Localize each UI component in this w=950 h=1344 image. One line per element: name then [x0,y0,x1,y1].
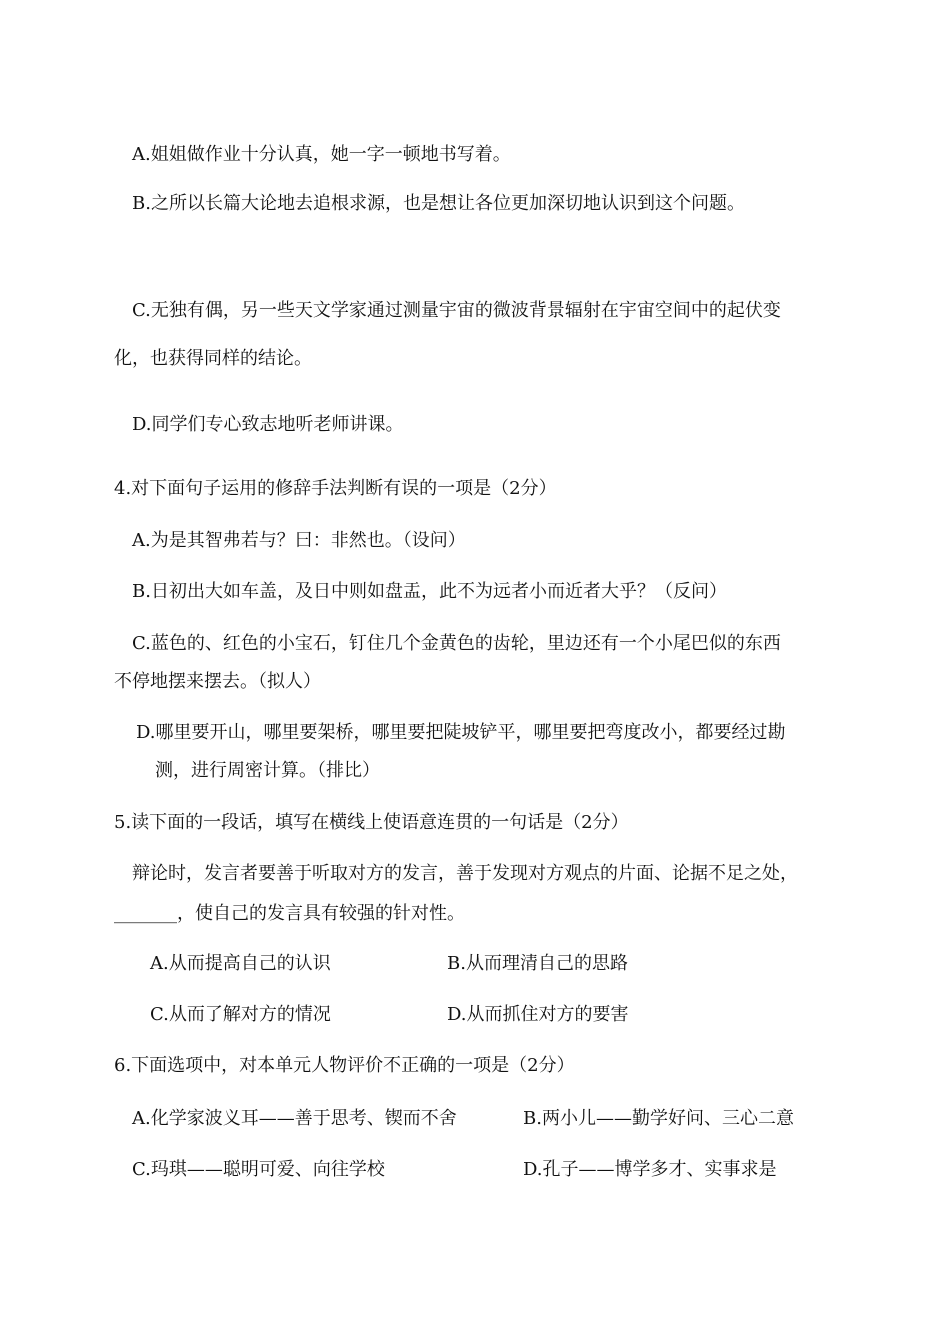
q5-option-a: A.从而提高自己的认识 [150,953,331,974]
q6-option-b: B.两小儿——勤学好问、三心二意 [523,1108,794,1129]
q5-passage-line2 [114,902,465,926]
q5-option-b: B.从而理清自己的思路 [447,953,628,974]
q4-option-b: B.日初出大如车盖，及日中则如盘盂，此不为远者小而近者大乎？（反问） [132,581,727,602]
q3-option-d: D.同学们专心致志地听老师讲课。 [132,414,404,435]
q6-option-d: D.孔子——博学多才、实事求是 [523,1159,777,1180]
q5-answer-blank: _______ [114,903,177,924]
q3-option-c-line2: 化，也获得同样的结论。 [114,348,312,369]
q4-option-c-line2: 不停地摆来摆去。（拟人） [114,671,321,692]
q4-question: 4.对下面句子运用的修辞手法判断有误的一项是（2分） [114,478,557,499]
q5-passage-rest: ，使自己的发言具有较强的针对性。 [177,903,465,924]
q6-question: 6.下面选项中，对本单元人物评价不正确的一项是（2分） [114,1055,575,1076]
q5-passage-line1: 辩论时，发言者要善于听取对方的发言，善于发现对方观点的片面、论据不足之处， [132,863,798,884]
q4-option-d-line2: 测，进行周密计算。（排比） [155,760,380,781]
q5-option-c: C.从而了解对方的情况 [150,1004,331,1025]
q6-option-c: C.玛琪——聪明可爱、向往学校 [132,1159,385,1180]
q6-option-a: A.化学家波义耳——善于思考、锲而不舍 [132,1108,457,1129]
q4-option-d-line1: D.哪里要开山，哪里要架桥，哪里要把陡坡铲平，哪里要把弯度改小，都要经过勘 [136,722,786,743]
q5-question: 5.读下面的一段话，填写在横线上使语意连贯的一句话是（2分） [114,812,629,833]
q5-option-d: D.从而抓住对方的要害 [447,1004,629,1025]
q3-option-b: B.之所以长篇大论地去追根求源，也是想让各位更加深切地认识到这个问题。 [132,193,745,214]
q3-option-c-line1: C.无独有偶，另一些天文学家通过测量宇宙的微波背景辐射在宇宙空间中的起伏变 [132,300,781,321]
q3-option-a: A.姐姐做作业十分认真，她一字一顿地书写着。 [132,144,511,165]
q4-option-c-line1: C.蓝色的、红色的小宝石，钉住几个金黄色的齿轮，里边还有一个小尾巴似的东西 [132,633,781,654]
q4-option-a: A.为是其智弗若与？曰：非然也。（设问） [132,530,466,551]
